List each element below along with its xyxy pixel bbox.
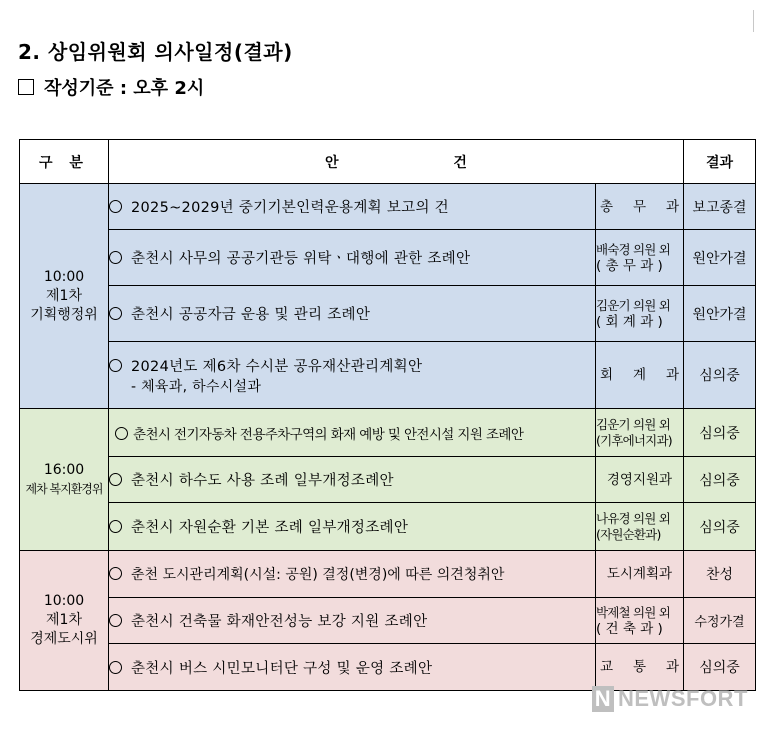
- dept-text: 총 무 과: [600, 198, 679, 215]
- group-committee: 경제도시위: [30, 631, 98, 647]
- dept-cell: 김운기 의원 외 ( 회 계 과 ): [596, 286, 684, 342]
- checkbox-icon: [18, 79, 34, 95]
- result-cell: 원안가결: [684, 230, 756, 286]
- group-session: 제1차: [46, 287, 82, 304]
- result-cell: 심의중: [684, 457, 756, 503]
- dept-cell: [596, 342, 684, 409]
- dept-cell: 도시계획과: [596, 551, 684, 598]
- header-result: 결과: [684, 140, 756, 184]
- dept-text: 회 계 과: [600, 367, 679, 383]
- page-subtitle: [18, 74, 204, 100]
- result-cell: 심의중: [684, 342, 756, 409]
- result-cell: 심의중: [684, 503, 756, 551]
- circle-bullet-icon: [109, 567, 122, 580]
- result-cell: 심의중: [684, 409, 756, 457]
- dept-cell: 경영지원과: [596, 457, 684, 503]
- group-cell-welfare: [20, 409, 109, 551]
- newsfort-logo-mark: N: [592, 686, 614, 712]
- group-session: 제차 복지환경위: [25, 481, 103, 496]
- newsfort-logo-text: NEWSFORT: [618, 686, 748, 711]
- circle-bullet-icon: [115, 427, 128, 440]
- header-agenda: 안 건: [109, 140, 684, 184]
- table-row: [20, 598, 756, 644]
- agenda-item: 춘천시 사무의 공공기관등 위탁ㆍ대행에 관한 조례안: [109, 230, 596, 286]
- agenda-item: 춘천시 버스 시민모니터단 구성 및 운영 조례안: [109, 644, 596, 691]
- agenda-item-sub: - 체육과, 하수시설과: [131, 378, 262, 395]
- dept-cell: 박제철 의원 외 ( 건 축 과 ): [596, 598, 684, 644]
- dept-cell: [596, 184, 684, 230]
- agenda-item: 춘천시 건축물 화재안전성능 보강 지원 조례안: [109, 598, 596, 644]
- circle-bullet-icon: [109, 661, 122, 674]
- agenda-item: 춘천시 공공자금 운용 및 관리 조례안: [109, 286, 596, 342]
- group-time: 10:00: [43, 593, 85, 609]
- agenda-item: 춘천 도시관리계획(시설: 공원) 결정(변경)에 따른 의견청취안: [109, 551, 596, 598]
- table-row: [20, 184, 756, 230]
- agenda-table: [19, 139, 756, 691]
- group-time: 16:00: [43, 461, 85, 478]
- table-row: [20, 503, 756, 551]
- table-row: [20, 286, 756, 342]
- group-cell-economy: [20, 551, 109, 691]
- dept-cell: [596, 644, 684, 691]
- agenda-item: 춘천시 하수도 사용 조례 일부개정조례안: [109, 457, 596, 503]
- dept-cell: 김운기 의원 외 (기후에너지과): [596, 409, 684, 457]
- agenda-item: 2025~2029년 중기기본인력운용계획 보고의 건: [109, 184, 596, 230]
- table-row: [20, 551, 756, 598]
- dept-text: 교 통 과: [600, 659, 679, 675]
- result-cell: 찬성: [684, 551, 756, 598]
- dept-cell: 배숙경 의원 외 ( 총 무 과 ): [596, 230, 684, 286]
- circle-bullet-icon: [109, 251, 122, 264]
- group-session: 제1차: [46, 612, 82, 628]
- agenda-item: 춘천시 전기자동차 전용주차구역의 화재 예방 및 안전시설 지원 조례안: [109, 409, 596, 457]
- result-cell: 심의중: [684, 644, 756, 691]
- table-header-row: [20, 140, 756, 184]
- circle-bullet-icon: [109, 307, 122, 320]
- group-committee: 기획행정위: [30, 306, 98, 323]
- group-cell-planning: [20, 184, 109, 409]
- subtitle-text: 작성기준 : 오후 2시: [44, 78, 205, 99]
- circle-bullet-icon: [109, 200, 122, 213]
- result-cell: 원안가결: [684, 286, 756, 342]
- result-cell: 수정가결: [684, 598, 756, 644]
- header-division: 구 분: [20, 140, 109, 184]
- circle-bullet-icon: [109, 614, 122, 627]
- newsfort-watermark: [592, 686, 748, 712]
- agenda-item: 2024년도 제6차 수시분 공유재산관리계획안 - 체육과, 하수시설과: [109, 342, 596, 409]
- dept-cell: 나유경 의원 외 (자원순환과): [596, 503, 684, 551]
- group-time: 10:00: [43, 268, 85, 285]
- page-title: 2. 상임위원회 의사일정(결과): [18, 40, 293, 64]
- table-row: [20, 644, 756, 691]
- circle-bullet-icon: [109, 520, 122, 533]
- table-row: [20, 342, 756, 409]
- agenda-item: 춘천시 자원순환 기본 조례 일부개정조례안: [109, 503, 596, 551]
- table-row: [20, 457, 756, 503]
- page-edge-line: [753, 10, 754, 32]
- circle-bullet-icon: [109, 473, 122, 486]
- table-row: [20, 409, 756, 457]
- result-cell: 보고종결: [684, 184, 756, 230]
- table-row: [20, 230, 756, 286]
- circle-bullet-icon: [109, 359, 122, 372]
